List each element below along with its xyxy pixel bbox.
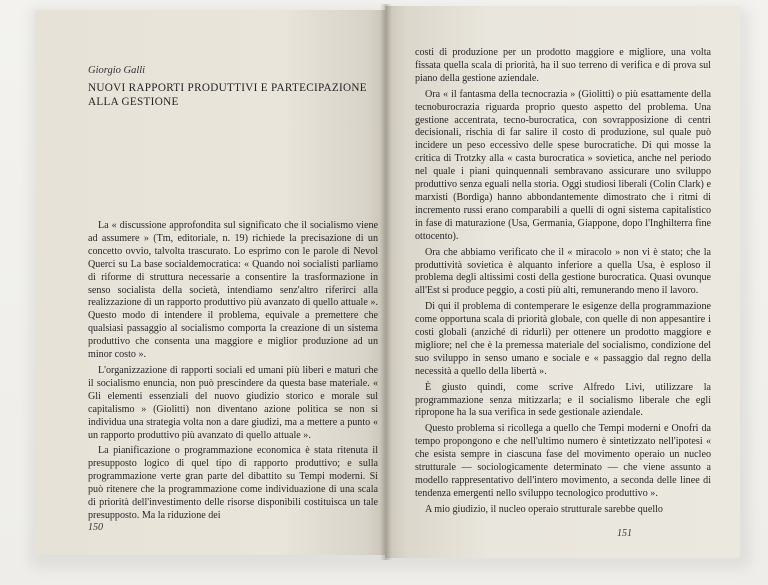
article-title: NUOVI RAPPORTI PRODUTTIVI E PARTECIPAZIONE ALLA GESTIONE: [88, 82, 367, 108]
book-gutter: [380, 4, 392, 560]
paragraph: Ora « il fantasma della tecnocrazia » (Giolitti) o più esattamente della tecnoburocrazia riguarda proprio questo aspetto del problema. Una gestione accentrata, tecno-burocratica, con sovrapposizione di centri decisionali, rischia di far salire il costo di produzione, sul quale può incidere un peso eccessivo delle spese burocratiche. Di qui mosse la critica di Trotzky alla « casta burocratica » sovietica, anche nel periodo nel quale i piani quinquennali sembravano assicurare uno sviluppo produttivo senza eguali nella storia. Oggi studiosi liberali (Colin Clark) e marxisti (Bordiga) hanno abbondantemente dimostrato che i ritmi di incremento russi erano comparabili a quelli di ogni sistema capitalistico in fase di maturazione (Usa, Germania, Giappone, dopo l'Inghilterra fine ottocento).: [415, 88, 711, 242]
paragraph: L'organizzazione di rapporti sociali ed umani più liberi e maturi che il socialismo enuncia, non può prescindere da questa base materiale. « Gli elementi essenziali del nuovo giudizio storico e morale sul capitalismo » (Giolitti) non diventano azione politica se non si individua una strategia volta non a dare giudizi, ma a mettere a punto « un rapporto produttivo più avanzato di quello attuale ».: [88, 364, 378, 441]
page-number: 150: [88, 522, 103, 533]
paragraph: costi di produzione per un prodotto maggiore e migliore, una volta fissata quella scala di priorità, ha il suo terreno di verifica e di prova sul piano della gestione aziendale.: [415, 47, 711, 84]
right-page-body: [415, 47, 711, 520]
paragraph: Di qui il problema di contemperare le esigenze della programmazione come opportuna scala di priorità globale, con quelle di non appesantire i costi globali (anziché di ridurli) per ottenere un prodotto maggiore e migliore; nel che è la premessa materiale del socialismo, condizione del suo sviluppo in senso umano e sociale e « passaggio dal regno della necessità a quello della libertà ».: [415, 301, 711, 377]
paragraph: Questo problema si ricollega a quello che Tempi moderni e Onofri da tempo propongono e che nell'ultimo numero è sintetizzato nell'ipotesi « che esista sempre in ciascuna fase del movimento operaio un nucleo strutturale — sociologicamente determinato — che viene assunto a modello rappresentativo dell'intero movimento, a seconda delle linee di tendenza emergenti nello sviluppo tecnologico produttivo ».: [415, 423, 711, 499]
paragraph: È giusto quindi, come scrive Alfredo Livi, utilizzare la programmazione senza mitizzarla; e il socialismo liberale che egli ripropone ha la sua verifica in sede gestionale aziendale.: [415, 381, 711, 419]
paragraph: La pianificazione o programmazione economica è stata ritenuta il presupposto logico di quel tipo di rapporto produttivo; e sulla programmazione verte gran parte del dibattito su Tempi moderni. Si può ritenere che la programmazione come individuazione di una scala di priorità dell'investimento delle risorse disponibili costituisca un tale presupposto. Ma la riduzione dei: [88, 445, 378, 521]
left-page-body: [88, 220, 378, 526]
left-page: [35, 10, 385, 555]
paragraph: A mio giudizio, il nucleo operaio strutturale sarebbe quello: [425, 503, 663, 515]
page-number: 151: [617, 528, 632, 539]
paragraph: La « discussione approfondita sul significato che il socialismo viene ad assumere » (Tm, editoriale, n. 19) richiede la precisazione di un concetto ovvio, talvolta trascurato. Lo esprimo con le parole di Nevol Querci su La base socialdemocratica: « Quando noi socialisti parliamo di riforme di struttura necessarie a consentire la trasformazione in senso socialista della società, intendiamo senz'altro riferirci alla realizzazione di un rapporto produttivo più avanzato di quello attuale ». Questo modo di intendere il problema, equivale a premettere che qualsiasi passaggio al socialismo comporta la creazione di un sistema produttivo che consenta una maggiore e miglior produzione ad un minor costo ».: [88, 220, 378, 361]
paragraph: Ora che abbiamo verificato che il « miracolo » non vi è stato; che la produttività sovietica è alquanto inferiore a quella Usa, è esploso il problema degli altissimi costi della gestione burocratica. Quasi ovunque all'Est si produce peggio, a costi più alti, remunerando meno il lavoro.: [415, 246, 711, 297]
author-name: Giorgio Galli: [88, 65, 146, 76]
right-page: [385, 6, 740, 558]
